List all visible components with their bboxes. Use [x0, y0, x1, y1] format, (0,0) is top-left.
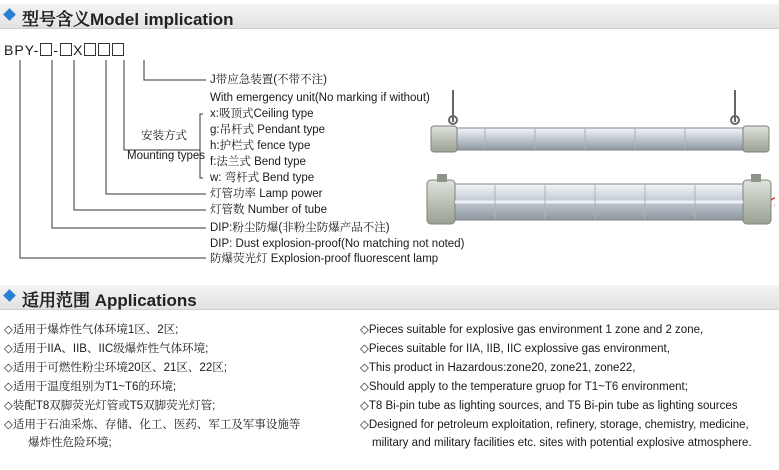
label-dip-en: DIP: Dust explosion-proof(No matching not noted)	[210, 238, 465, 250]
app-right-1: ◇Pieces suitable for IIA, IIB, IIC explossive gas environment,	[360, 343, 670, 355]
lamp-upper	[431, 90, 769, 152]
app-left-6: 爆炸性危险环境;	[28, 437, 112, 449]
lamp-lower	[427, 174, 775, 224]
applications-title: 适用范围 Applications	[22, 291, 197, 310]
app-left-3: ◇适用于温度组别为T1~T6的环境;	[4, 381, 177, 393]
app-right-2: ◇This product in Hazardous:zone20, zone21, zone22,	[360, 362, 636, 374]
label-lamp-power: 灯管功率 Lamp power	[210, 188, 323, 200]
label-fluorescent: 防爆荧光灯 Explosion-proof fluorescent lamp	[210, 253, 439, 265]
label-ceiling: x:吸顶式Ceiling type	[210, 108, 314, 120]
label-emergency-en: With emergency unit(No marking if without)	[210, 92, 430, 104]
app-right-3: ◇Should apply to the temperature gruop for T1~T6 environment;	[360, 381, 688, 393]
app-left-4: ◇装配T8双脚荧光灯管或T5双脚荧光灯管;	[4, 400, 216, 412]
code-prefix: BPY-	[4, 42, 40, 58]
label-mounting-cn: 安装方式	[141, 130, 187, 142]
label-fence: h:护栏式 fence type	[210, 140, 311, 152]
label-dip-cn: DIP:粉尘防爆(非粉尘防爆产品不注)	[210, 222, 390, 234]
label-mounting-en: Mounting types	[127, 150, 205, 162]
app-right-0: ◇Pieces suitable for explosive gas environment 1 zone and 2 zone,	[360, 324, 704, 336]
label-emergency-cn: J带应急装置(不带不注)	[210, 74, 327, 86]
app-right-5: ◇Designed for petroleum exploitation, refinery, storage, chemistry, medicine,	[360, 419, 749, 431]
app-left-1: ◇适用于IIA、IIB、IIC级爆炸性气体环境;	[4, 343, 209, 355]
app-left-0: ◇适用于爆炸性气体环境1区、2区;	[4, 324, 179, 336]
label-bend: w: 弯杆式 Bend type	[210, 172, 315, 184]
lamp-illustration	[425, 90, 775, 230]
app-left-2: ◇适用于可燃性粉尘环境20区、21区、22区;	[4, 362, 227, 374]
applications-header	[0, 285, 779, 310]
label-pendant: g:吊杆式 Pendant type	[210, 124, 326, 136]
diamond-icon	[3, 289, 16, 302]
label-number-tube: 灯管数 Number of tube	[210, 204, 327, 216]
code-x: X	[73, 42, 84, 58]
app-right-6: military and military facilities etc. sites with potential explosive atmosphere.	[372, 437, 752, 449]
label-flange: f:法兰式 Bend type	[210, 156, 306, 168]
model-title: 型号含义Model implication	[22, 10, 234, 29]
app-left-5: ◇适用于石油采炼、存储、化工、医药、军工及军事设施等	[4, 419, 301, 431]
code-dash: -	[53, 42, 60, 58]
app-right-4: ◇T8 Bi-pin tube as lighting sources, and T5 Bi-pin tube as lighting sources	[360, 400, 738, 412]
